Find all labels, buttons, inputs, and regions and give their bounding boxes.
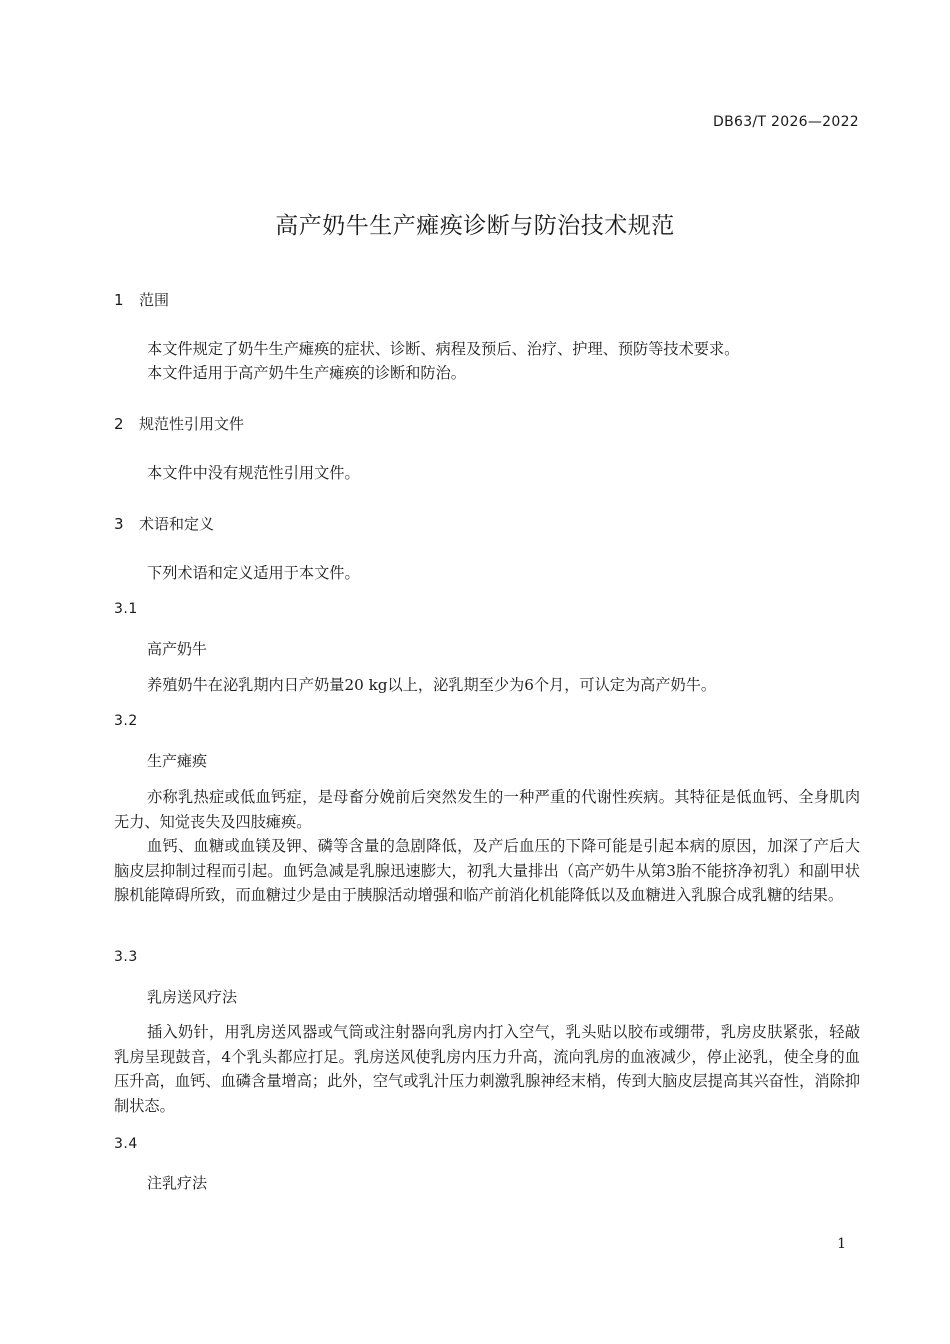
paragraph: 下列术语和定义适用于本文件。 xyxy=(147,564,360,582)
paragraph: 插入奶针，用乳房送风器或气筒或注射器向乳房内打入空气，乳头贴以胶布或绷带，乳房皮肤紧张，轻敲乳房呈现鼓音，4个乳头都应打足。乳房送风使乳房内压力升高，流向乳房的血液减少，停止泌乳，使全身的血压升高，血钙、血磷含量增高；此外，空气或乳汁压力刺激乳腺神经末梢，传到大脑皮层提高其兴奋性，消除抑制状态。 xyxy=(114,1023,860,1115)
document-title: 高产奶牛生产瘫痪诊断与防治技术规范 xyxy=(275,213,675,239)
term-title: 注乳疗法 xyxy=(147,1174,208,1192)
subsection-number: 3.1 xyxy=(114,601,138,617)
standard-code: DB63/T 2026—2022 xyxy=(713,114,859,130)
paragraph: 本文件规定了奶牛生产瘫痪的症状、诊断、病程及预后、治疗、护理、预防等技术要求。 xyxy=(147,340,740,358)
paragraph: 亦称乳热症或低血钙症，是母畜分娩前后突然发生的一种严重的代谢性疾病。其特征是低血钙、全身肌肉无力、知觉丧失及四肢瘫痪。 xyxy=(114,788,860,831)
section-title: 范围 xyxy=(139,291,170,309)
paragraph: 本文件适用于高产奶牛生产瘫痪的诊断和防治。 xyxy=(147,364,466,382)
term-title: 生产瘫痪 xyxy=(147,752,208,770)
section-number: 1 xyxy=(114,291,124,309)
section-heading-terms xyxy=(114,513,214,534)
paragraph: 养殖奶牛在泌乳期内日产奶量20 kg以上，泌乳期至少为6个月，可认定为高产奶牛。 xyxy=(147,676,717,694)
page-number: 1 xyxy=(837,1236,846,1252)
term-title: 乳房送风疗法 xyxy=(147,988,238,1006)
section-heading-scope xyxy=(114,289,169,310)
paragraph: 血钙、血糖或血镁及钾、磷等含量的急剧降低，及产后血压的下降可能是引起本病的原因，加深了产后大脑皮层抑制过程而引起。血钙急减是乳腺迅速膨大，初乳大量排出（高产奶牛从第3胎不能挤净初乳）和副甲状腺机能障碍所致，而血糖过少是由于胰腺活动增强和临产前消化机能降低以及血糖进入乳腺合成乳糖的结果。 xyxy=(114,837,860,904)
section-heading-normative xyxy=(114,413,244,434)
term-title: 高产奶牛 xyxy=(147,640,208,658)
section-title: 术语和定义 xyxy=(139,515,215,533)
section-number: 3 xyxy=(114,515,124,533)
section-title: 规范性引用文件 xyxy=(139,415,245,433)
subsection-number: 3.4 xyxy=(114,1136,138,1152)
section-number: 2 xyxy=(114,415,124,433)
subsection-number: 3.3 xyxy=(114,949,138,965)
paragraph: 本文件中没有规范性引用文件。 xyxy=(147,464,360,482)
subsection-number: 3.2 xyxy=(114,713,138,729)
